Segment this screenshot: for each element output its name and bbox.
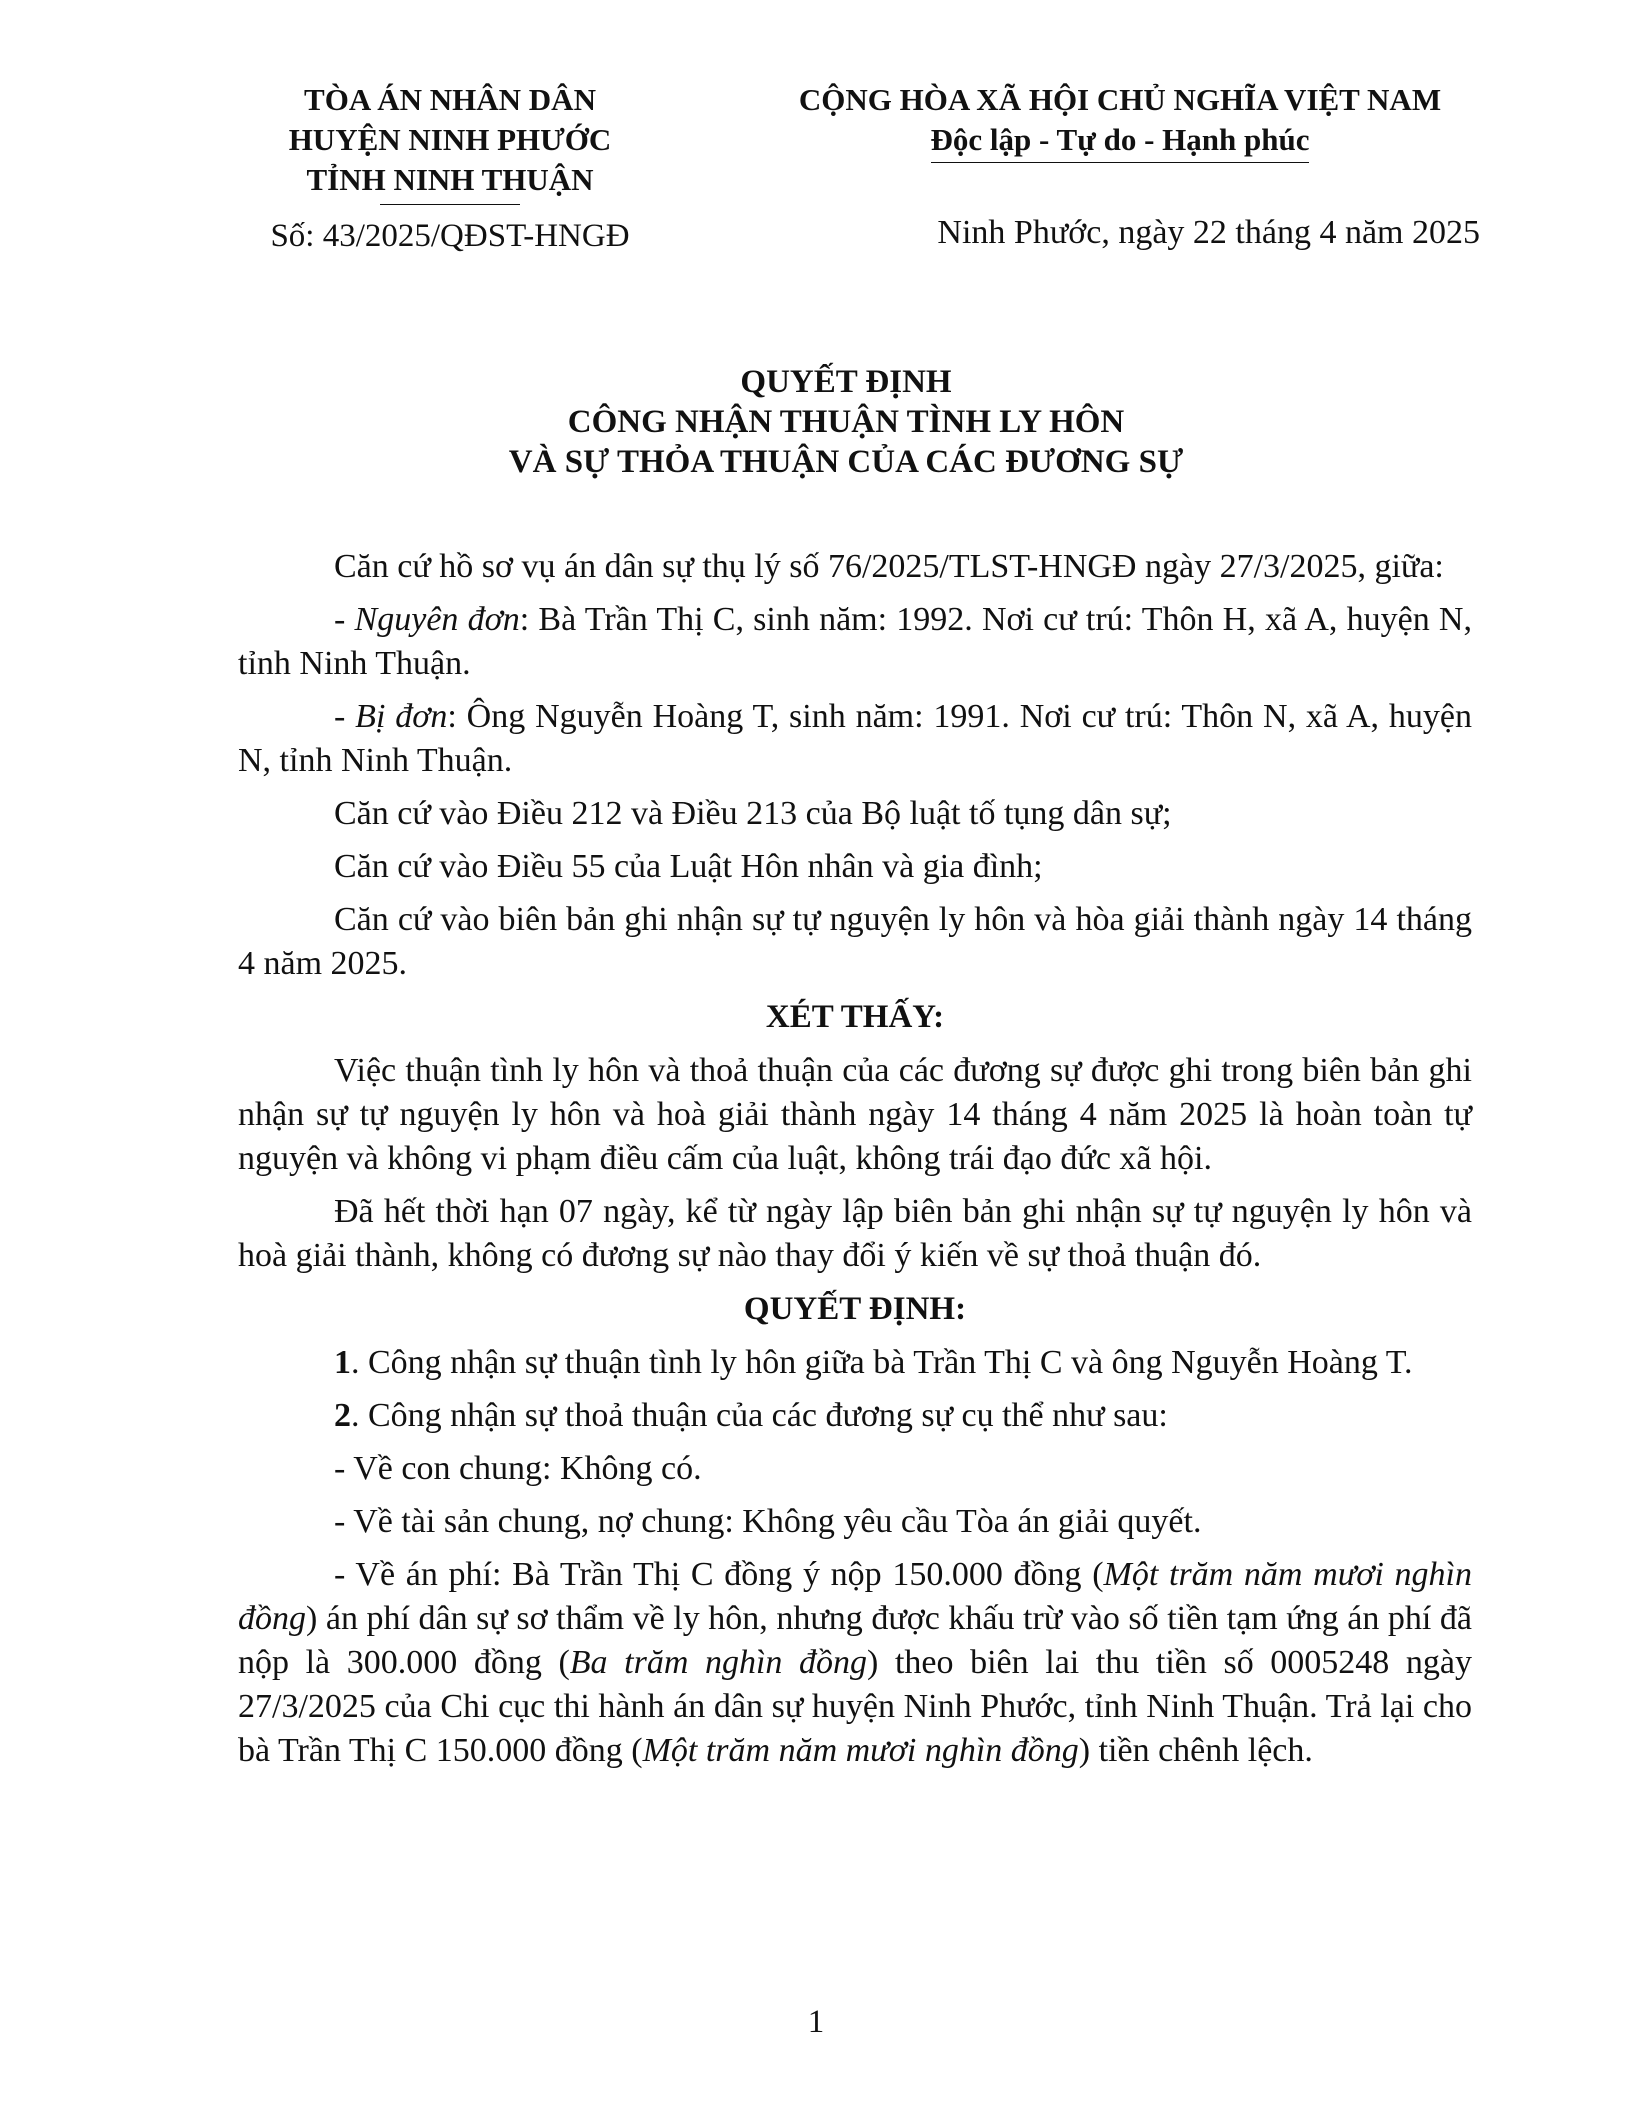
defendant-text: : Ông Nguyễn Hoàng T, sinh năm: 1991. Nơi cư trú: Thôn N, xã A, huyện N, tỉnh Ninh Thuận. <box>238 698 1472 779</box>
paragraph-legal-basis-1: Căn cứ vào Điều 212 và Điều 213 của Bộ luật tố tụng dân sự; <box>334 795 1172 832</box>
decision-item-2 <box>238 1394 1472 1438</box>
document-number: Số: 43/2025/QĐST-HNGĐ <box>270 218 630 254</box>
fee-text-g: ) tiền chênh lệch. <box>1078 1732 1313 1769</box>
paragraph-defendant: - Bị đơn: Ông Nguyễn Hoàng T, sinh năm: 1991. Nơi cư trú: Thôn N, xã A, huyện N, tỉnh Ninh Thuận. <box>238 698 1472 779</box>
sub-item-court-fee <box>238 1553 1472 1773</box>
page-number: 1 <box>807 2004 825 2040</box>
paragraph-plaintiff: - Nguyên đơn: Bà Trần Thị C, sinh năm: 1992. Nơi cư trú: Thôn H, xã A, huyện N, tỉnh Ninh Thuận. <box>238 601 1472 682</box>
heading-quyet-dinh: QUYẾT ĐỊNH: <box>743 1291 967 1327</box>
paragraph-case-file: Căn cứ hồ sơ vụ án dân sự thụ lý số 76/2025/TLST-HNGĐ ngày 27/3/2025, giữa: <box>334 548 1444 585</box>
national-title: CỘNG HÒA XÃ HỘI CHỦ NGHĨA VIỆT NAM <box>798 82 1442 117</box>
paragraph-legal-basis-2: Căn cứ vào Điều 55 của Luật Hôn nhân và gia đình; <box>334 848 1043 885</box>
paragraph-finding-1: Việc thuận tình ly hôn và thoả thuận của các đương sự được ghi trong biên bản ghi nhận sự tự nguyện ly hôn và hoà giải thành ngày 14 tháng 4 năm 2025 là hoàn toàn tự nguyện và không vi phạm điều cấm của luật, không trái đạo đức xã hội. <box>238 1052 1472 1177</box>
sub-item-children: - Về con chung: Không có. <box>334 1450 702 1487</box>
court-name-line3: TỈNH NINH THUẬN <box>306 162 594 197</box>
fee-text-e: ) theo biên lai thu tiền số 0005248 ngày 27/3/2025 của Chi cục thi hành án dân sự huyện Ninh Phước, tỉnh Ninh Thuận. Trả lại cho bà Trần Thị C 150.000 đồng ( <box>238 1644 1473 1769</box>
sub-item-assets: - Về tài sản chung, nợ chung: Không yêu cầu Tòa án giải quyết. <box>334 1503 1202 1540</box>
national-header <box>780 80 1460 163</box>
document-date: Ninh Phước, ngày 22 tháng 4 năm 2025 <box>937 214 1480 251</box>
paragraph-finding-2: Đã hết thời hạn 07 ngày, kể từ ngày lập biên bản ghi nhận sự tự nguyện ly hôn và hoà giải thành, không có đương sự nào thay đổi ý kiến về sự thoả thuận đó. <box>238 1193 1472 1274</box>
title-line2: CÔNG NHẬN THUẬN TÌNH LY HÔN <box>567 404 1125 440</box>
national-motto: Độc lập - Tự do - Hạnh phúc <box>931 120 1310 163</box>
court-header <box>240 80 660 205</box>
fee-text-c: ) án phí dân sự sơ thẩm về ly hôn, nhưng được khấu trừ vào số tiền tạm ứng án phí đã nộp là 300.000 đồng ( <box>238 1600 1472 1681</box>
decision-item-1-text: . Công nhận sự thuận tình ly hôn giữa bà Trần Thị C và ông Nguyễn Hoàng T. <box>351 1344 1413 1381</box>
fee-words-1: Một trăm năm mươi nghìn đồng <box>238 1556 1472 1637</box>
heading-xet-thay: XÉT THẤY: <box>765 999 945 1035</box>
decision-item-1 <box>238 1341 1472 1385</box>
court-header-rule <box>380 204 520 205</box>
fee-words-2: Ba trăm nghìn đồng <box>569 1644 868 1681</box>
court-name-line2: HUYỆN NINH PHƯỚC <box>288 122 612 157</box>
title-line3: VÀ SỰ THỎA THUẬN CỦA CÁC ĐƯƠNG SỰ <box>508 444 1184 480</box>
document-title <box>220 362 1472 482</box>
defendant-label: Bị đơn <box>355 698 448 735</box>
fee-words-3: Một trăm năm mươi nghìn đồng <box>642 1732 1079 1769</box>
plaintiff-text: : Bà Trần Thị C, sinh năm: 1992. Nơi cư trú: Thôn H, xã A, huyện N, tỉnh Ninh Thuận. <box>238 601 1472 682</box>
plaintiff-label: Nguyên đơn <box>354 601 520 638</box>
title-line1: QUYẾT ĐỊNH <box>740 364 952 400</box>
decision-item-2-number: 2 <box>334 1397 351 1434</box>
fee-text-a: - Về án phí: Bà Trần Thị C đồng ý nộp 150.000 đồng ( <box>334 1556 1104 1593</box>
court-name-line1: TÒA ÁN NHÂN DÂN <box>304 82 596 117</box>
document-body <box>238 545 1472 1782</box>
paragraph-legal-basis-3: Căn cứ vào biên bản ghi nhận sự tự nguyện ly hôn và hòa giải thành ngày 14 tháng 4 năm 2025. <box>238 901 1472 982</box>
decision-item-2-text: . Công nhận sự thoả thuận của các đương sự cụ thể như sau: <box>351 1397 1168 1434</box>
decision-item-1-number: 1 <box>334 1344 351 1381</box>
